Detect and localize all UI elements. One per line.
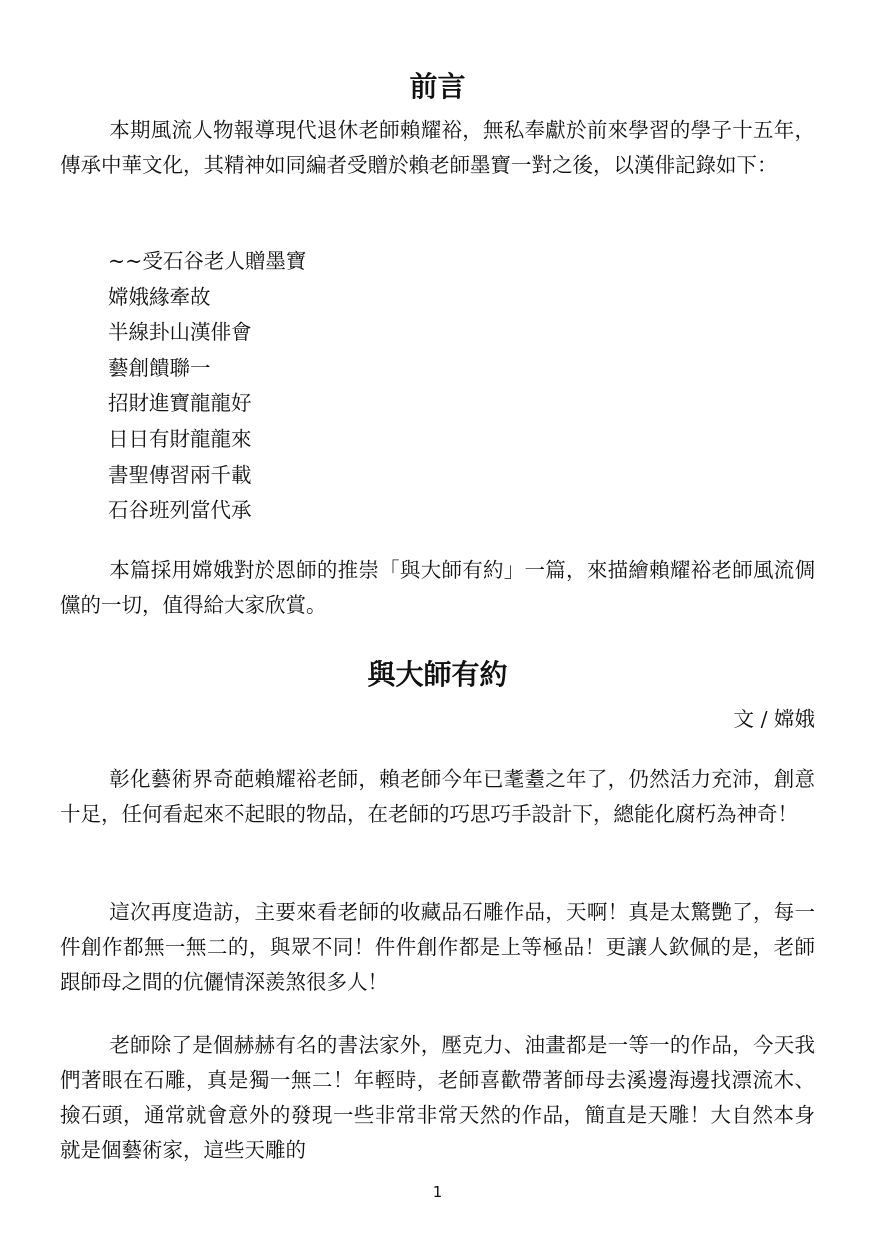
article-title: 與大師有約 — [367, 658, 508, 691]
article-byline: 文 / 嫦娥 — [733, 707, 815, 731]
page-number: 1 — [432, 1183, 443, 1201]
haiku-poem — [108, 244, 306, 529]
article-paragraph: 老師除了是個赫赫有名的書法家外，壓克力、油畫都是一等一的作品，今天我們著眼在石雕，真是獨一無二！年輕時，老師喜歡帶著師母去溪邊海邊找漂流木、撿石頭，通常就會意外的發現一些非常非常天然的作品，簡直是天雕！大自然本身就是個藝術家，這些天雕的 — [60, 1033, 815, 1162]
preface-closing-paragraph: 本篇採用嫦娥對於恩師的推崇「與大師有約」一篇，來描繪賴耀裕老師風流倜儻的一切，值得給大家欣賞。 — [60, 558, 815, 617]
poem-line: 嫦娥緣牽故 — [108, 284, 211, 309]
poem-line: 半線卦山漢俳會 — [108, 320, 252, 345]
poem-line: 石谷班列當代承 — [108, 498, 252, 523]
preface-title: 前言 — [409, 70, 466, 103]
preface-intro-paragraph: 本期風流人物報導現代退休老師賴耀裕，無私奉獻於前來學習的學子十五年，傳承中華文化，其精神如同編者受贈於賴老師墨寶一對之後，以漢俳記錄如下： — [60, 118, 815, 177]
article-paragraph: 彰化藝術界奇葩賴耀裕老師，賴老師今年已耄耋之年了，仍然活力充沛，創意十足，任何看起來不起眼的物品，在老師的巧思巧手設計下，總能化腐朽為神奇！ — [60, 767, 815, 826]
poem-line: 書聖傳習兩千載 — [108, 462, 252, 487]
poem-line: 日日有財龍龍來 — [108, 426, 252, 451]
article-paragraph: 這次再度造訪，主要來看老師的收藏品石雕作品，天啊！真是太驚艷了，每一件創作都無一無二的，與眾不同！件件創作都是上等極品！更讓人欽佩的是，老師跟師母之間的伉儷情深羨煞很多人！ — [60, 900, 815, 994]
poem-line: 招財進寶龍龍好 — [108, 391, 252, 416]
poem-line: 藝創饋聯一 — [108, 355, 211, 380]
poem-line: ~~受石谷老人贈墨寶 — [108, 249, 307, 273]
